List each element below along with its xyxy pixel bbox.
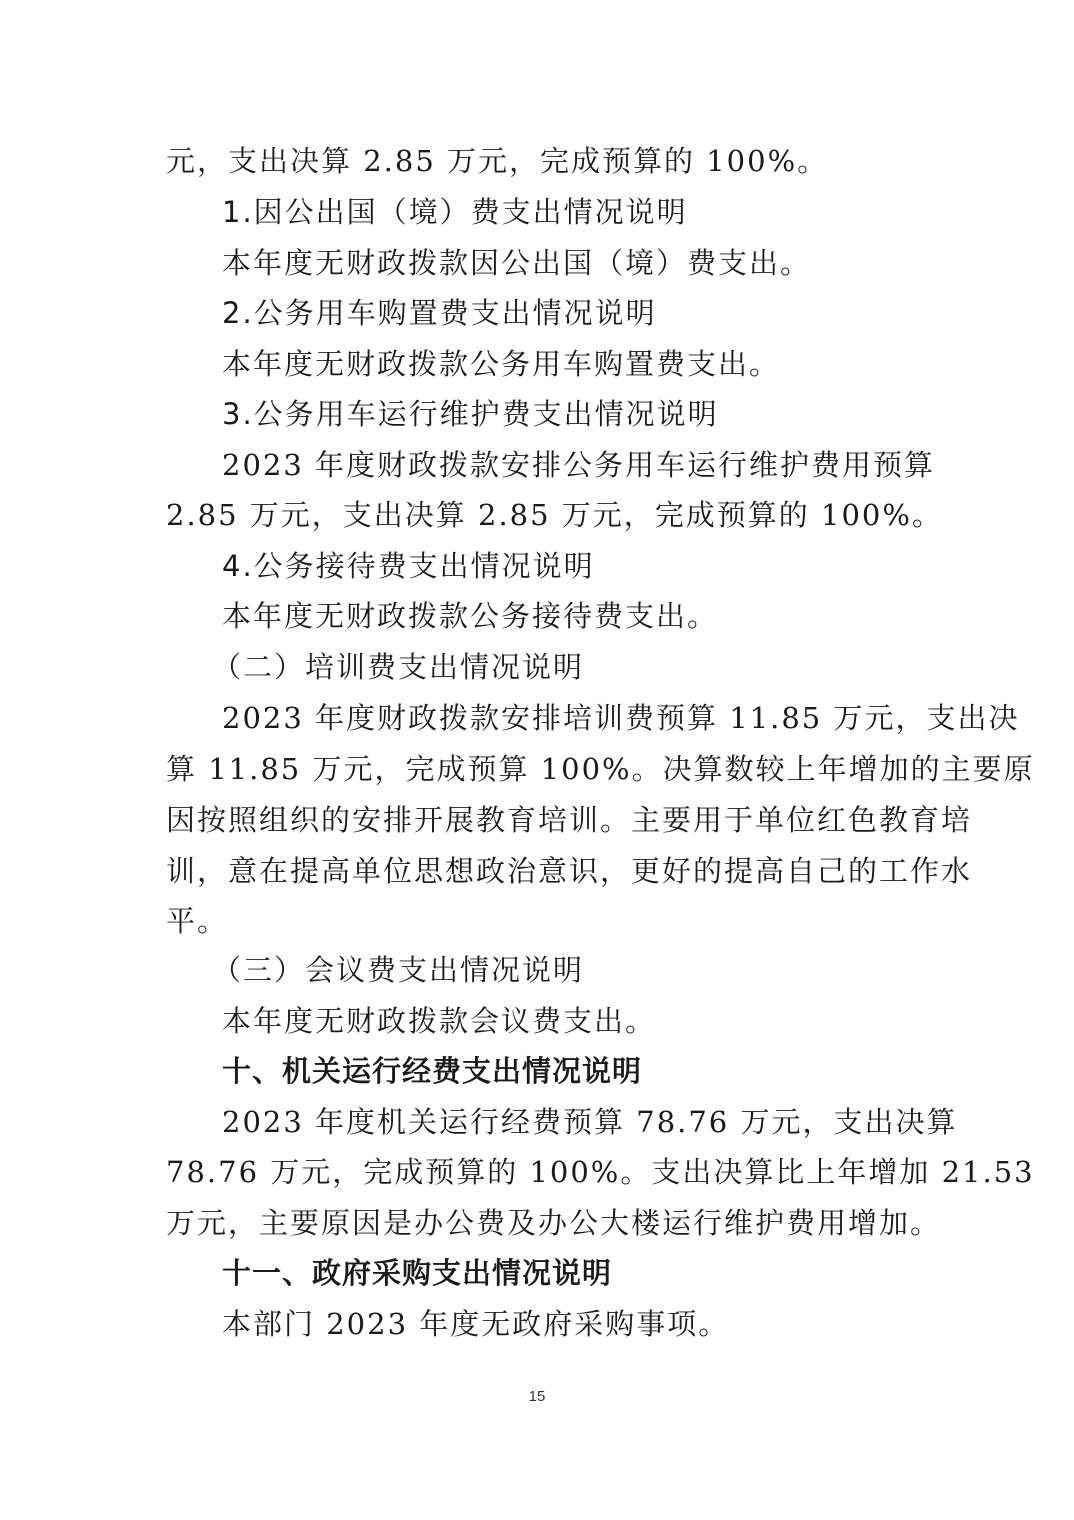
subheading: 3.公务用车运行维护费支出情况说明 [222,397,719,431]
subheading: 4.公务接待费支出情况说明 [222,549,595,583]
text-line: 2023 年度机关运行经费预算 78.76 万元，支出决算 [222,1105,958,1139]
section-heading: 十一、政府采购支出情况说明 [222,1256,613,1290]
subheading: （三）会议费支出情况说明 [212,953,585,987]
subheading: （二）培训费支出情况说明 [212,650,585,684]
text-line: 因按照组织的安排开展教育培训。主要用于单位红色教育培 [166,803,973,837]
subheading: 2.公务用车购置费支出情况说明 [222,296,657,330]
text-line: 万元，主要原因是办公费及办公大楼运行维护费用增加。 [166,1206,942,1240]
text-line: 2.85 万元，支出决算 2.85 万元，完成预算的 100%。 [166,498,943,532]
section-heading: 十、机关运行经费支出情况说明 [222,1054,643,1088]
text-line: 算 11.85 万元，完成预算 100%。决算数较上年增加的主要原 [166,752,1035,786]
text-line: 平。 [166,904,229,938]
text-line: 2023 年度财政拨款安排公务用车运行维护费用预算 [222,448,936,482]
text-line: 本年度无财政拨款因公出国（境）费支出。 [222,246,812,280]
text-line: 训，意在提高单位思想政治意识，更好的提高自己的工作水 [166,854,973,888]
text-line: 本部门 2023 年度无政府采购事项。 [222,1307,730,1341]
text-line: 本年度无财政拨款公务接待费支出。 [222,599,719,633]
page-number: 15 [528,1388,546,1405]
text-line: 2023 年度财政拨款安排培训费预算 11.85 万元，支出决 [222,701,1020,735]
text-line: 78.76 万元，完成预算的 100%。支出决算比上年增加 21.53 [166,1155,1035,1189]
text-line: 元，支出决算 2.85 万元，完成预算的 100%。 [166,144,829,178]
text-line: 本年度无财政拨款公务用车购置费支出。 [222,347,781,381]
subheading: 1.因公出国（境）费支出情况说明 [222,195,688,229]
text-line: 本年度无财政拨款会议费支出。 [222,1004,657,1038]
